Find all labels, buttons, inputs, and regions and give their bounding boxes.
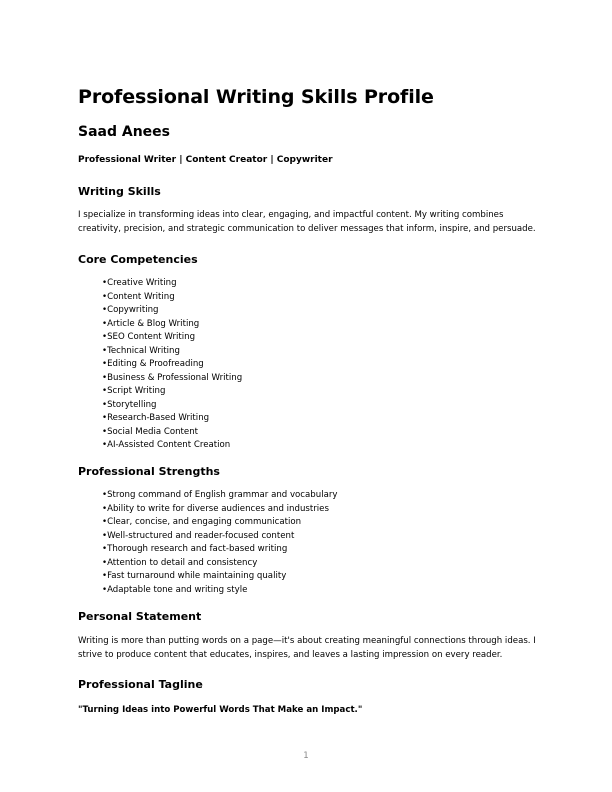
list-item: • Strong command of English grammar and vocabulary: [102, 489, 337, 503]
list-item: • Well-structured and reader-focused content: [102, 530, 337, 544]
list-item: • AI-Assisted Content Creation: [102, 439, 242, 453]
author-name: Saad Anees: [78, 124, 170, 140]
list-item: • Content Writing: [102, 291, 242, 305]
list-item: • Adaptable tone and writing style: [102, 584, 337, 598]
professional-tagline-text: "Turning Ideas into Powerful Words That Make an Impact.": [78, 705, 363, 715]
list-item: • Copywriting: [102, 304, 242, 318]
page-number: 1: [303, 751, 309, 761]
list-item: • Fast turnaround while maintaining quality: [102, 570, 337, 584]
list-item: • Editing & Proofreading: [102, 358, 242, 372]
professional-strengths-heading: Professional Strengths: [78, 465, 220, 478]
writing-skills-text: I specialize in transforming ideas into clear, engaging, and impactful content. My writing combines creativity, precision, and strategic communication to deliver messages that inform, inspire, and persuade.: [78, 210, 536, 234]
list-item: • Technical Writing: [102, 345, 242, 359]
core-competencies-list: [102, 277, 242, 453]
list-item: • Creative Writing: [102, 277, 242, 291]
list-item: • Clear, concise, and engaging communication: [102, 516, 337, 530]
author-roles: Professional Writer | Content Creator | Copywriter: [78, 155, 333, 165]
list-item: • Thorough research and fact-based writing: [102, 543, 337, 557]
list-item: • Business & Professional Writing: [102, 372, 242, 386]
list-item: • Script Writing: [102, 385, 242, 399]
list-item: • Storytelling: [102, 399, 242, 413]
writing-skills-heading: Writing Skills: [78, 185, 161, 198]
list-item: • Ability to write for diverse audiences and industries: [102, 503, 337, 517]
professional-tagline-heading: Professional Tagline: [78, 678, 203, 691]
list-item: • SEO Content Writing: [102, 331, 242, 345]
personal-statement-heading: Personal Statement: [78, 610, 202, 623]
personal-statement-text: Writing is more than putting words on a page—it's about creating meaningful connections through ideas. I strive to produce content that educates, inspires, and leaves a lasting impression on every reader.: [78, 636, 536, 660]
list-item: • Research-Based Writing: [102, 412, 242, 426]
professional-strengths-list: [102, 489, 337, 597]
list-item: • Attention to detail and consistency: [102, 557, 337, 571]
core-competencies-heading: Core Competencies: [78, 253, 198, 266]
document-title: Professional Writing Skills Profile: [78, 86, 434, 108]
list-item: • Article & Blog Writing: [102, 318, 242, 332]
list-item: • Social Media Content: [102, 426, 242, 440]
